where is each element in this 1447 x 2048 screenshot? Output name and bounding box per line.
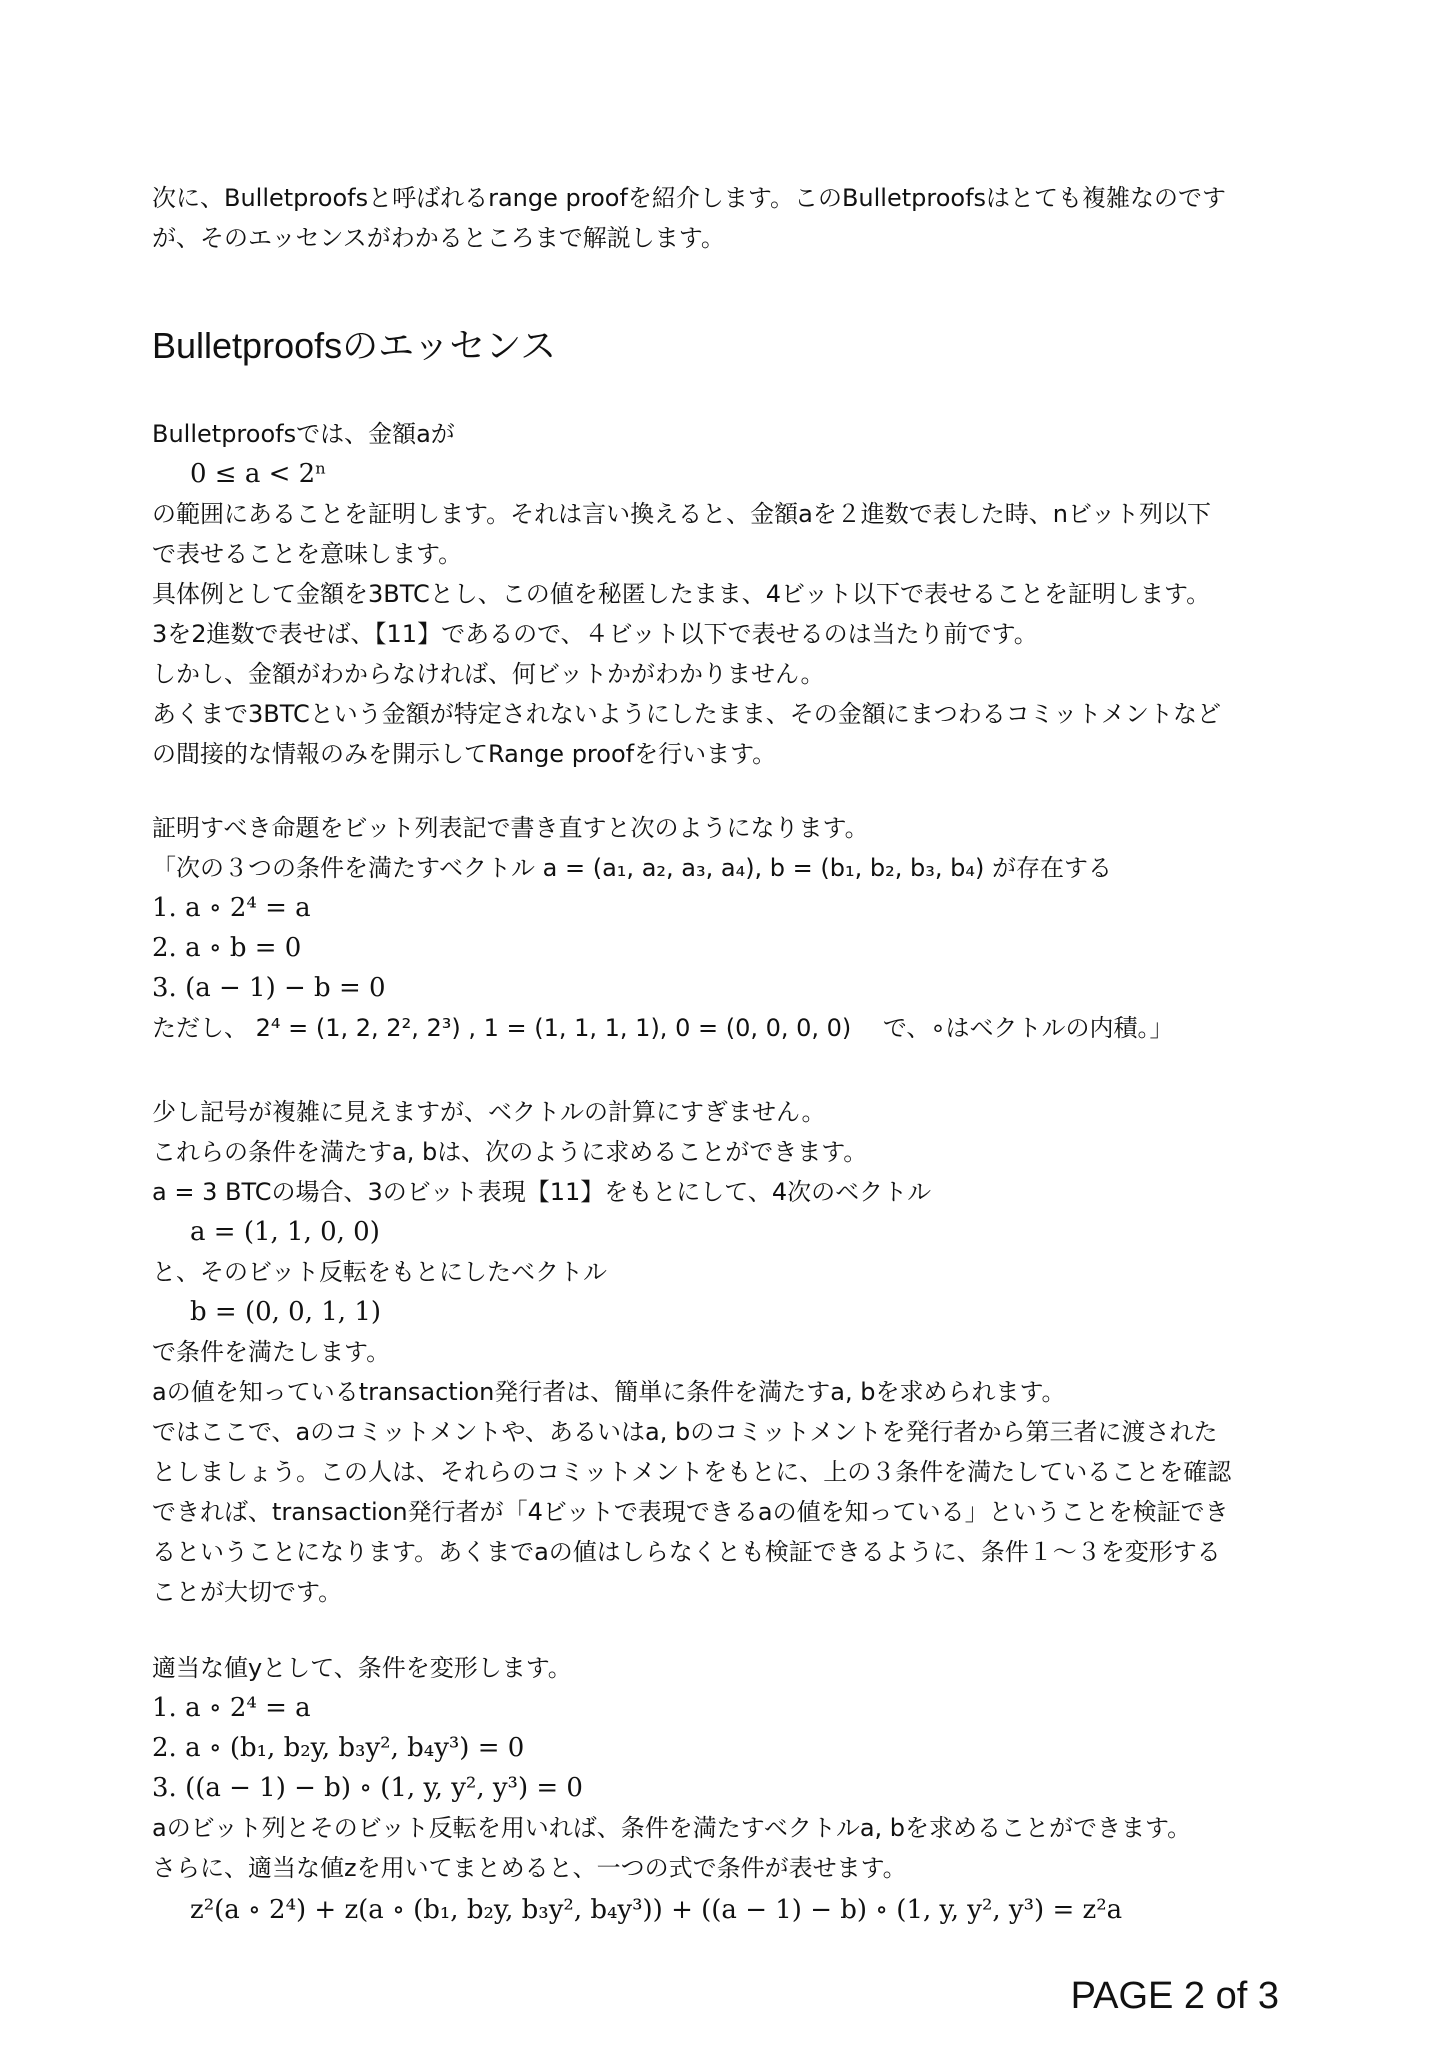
intro-line: 次に、Bulletproofsと呼ばれるrange proofを紹介します。このBulletproofsはとても複雑なのです: [152, 184, 1227, 212]
formula-range: 0 ≤ a < 2ⁿ: [190, 459, 327, 489]
page-number: PAGE 2 of 3: [1070, 1975, 1279, 2017]
text-line: 「次の３つの条件を満たすベクトル a = (a₁, a₂, a₃, a₄), b = (b₁, b₂, b₃, b₄) が存在する: [152, 854, 1112, 882]
text-line: の範囲にあることを証明します。それは言い換えると、金額aを２進数で表した時、nビット列以下: [152, 500, 1212, 528]
vector-a: a = (1, 1, 0, 0): [190, 1217, 380, 1247]
condition-item: 1. a ∘ 2⁴ = a: [152, 1693, 311, 1723]
text-line: としましょう。この人は、それらのコミットメントをもとに、上の３条件を満たしていることを確認: [152, 1458, 1232, 1486]
text-line: 証明すべき命題をビット列表記で書き直すと次のようになります。: [152, 814, 869, 842]
text-line: a = 3 BTCの場合、3のビット表現【11】をもとにして、4次のベクトル: [152, 1178, 932, 1206]
condition-item: 2. a ∘ b = 0: [152, 933, 302, 963]
text-line: ただし、 2⁴ = (1, 2, 2², 2³) , 1 = (1, 1, 1, 1), 0 = (0, 0, 0, 0) で、∘はベクトルの内積。」: [152, 1014, 1174, 1042]
text-line: これらの条件を満たすa, bは、次のように求めることができます。: [152, 1138, 868, 1166]
combined-formula: z²(a ∘ 2⁴) + z(a ∘ (b₁, b₂y, b₃y², b₄y³)) + ((a − 1) − b) ∘ (1, y, y², y³) = z²a: [190, 1895, 1123, 1925]
text-line: ことが大切です。: [152, 1578, 343, 1606]
text-line: aのビット列とそのビット反転を用いれば、条件を満たすベクトルa, bを求めることができます。: [152, 1814, 1192, 1842]
condition-item: 3. ((a − 1) − b) ∘ (1, y, y², y³) = 0: [152, 1773, 583, 1803]
condition-item: 3. (a − 1) − b = 0: [152, 973, 386, 1003]
text-line: の間接的な情報のみを開示してRange proofを行います。: [152, 740, 777, 768]
text-line: 少し記号が複雑に見えますが、ベクトルの計算にすぎません。: [152, 1098, 826, 1126]
text-line: ではここで、aのコミットメントや、あるいはa, bのコミットメントを発行者から第三者に渡された: [152, 1418, 1218, 1446]
text-line: 具体例として金額を3BTCとし、この値を秘匿したまま、4ビット以下で表せることを証明します。: [152, 580, 1211, 608]
text-line: と、そのビット反転をもとにしたベクトル: [152, 1258, 608, 1286]
text-line: で表せることを意味します。: [152, 540, 463, 568]
text-line: で条件を満たします。: [152, 1338, 391, 1366]
condition-item: 2. a ∘ (b₁, b₂y, b₃y², b₄y³) = 0: [152, 1733, 525, 1763]
text-line: 3を2進数で表せば、【11】であるので、４ビット以下で表せるのは当たり前です。: [152, 620, 1038, 648]
text-line: 適当な値yとして、条件を変形します。: [152, 1654, 572, 1682]
text-line: Bulletproofsでは、金額aが: [152, 420, 455, 448]
vector-b: b = (0, 0, 1, 1): [190, 1297, 382, 1327]
text-line: aの値を知っているtransaction発行者は、簡単に条件を満たすa, bを求められます。: [152, 1378, 1066, 1406]
text-line: るということになります。あくまでaの値はしらなくとも検証できるように、条件１～３を変形する: [152, 1538, 1221, 1566]
text-line: さらに、適当な値zを用いてまとめると、一つの式で条件が表せます。: [152, 1854, 907, 1882]
intro-line: が、そのエッセンスがわかるところまで解説します。: [152, 224, 725, 252]
text-line: しかし、金額がわからなければ、何ビットかがわかりません。: [152, 660, 825, 688]
section-heading: Bulletproofsのエッセンス: [152, 325, 557, 366]
text-line: あくまで3BTCという金額が特定されないようにしたまま、その金額にまつわるコミットメントなど: [152, 700, 1222, 728]
condition-item: 1. a ∘ 2⁴ = a: [152, 893, 311, 923]
text-line: できれば、transaction発行者が「4ビットで表現できるaの値を知っている」ということを検証でき: [152, 1498, 1229, 1526]
